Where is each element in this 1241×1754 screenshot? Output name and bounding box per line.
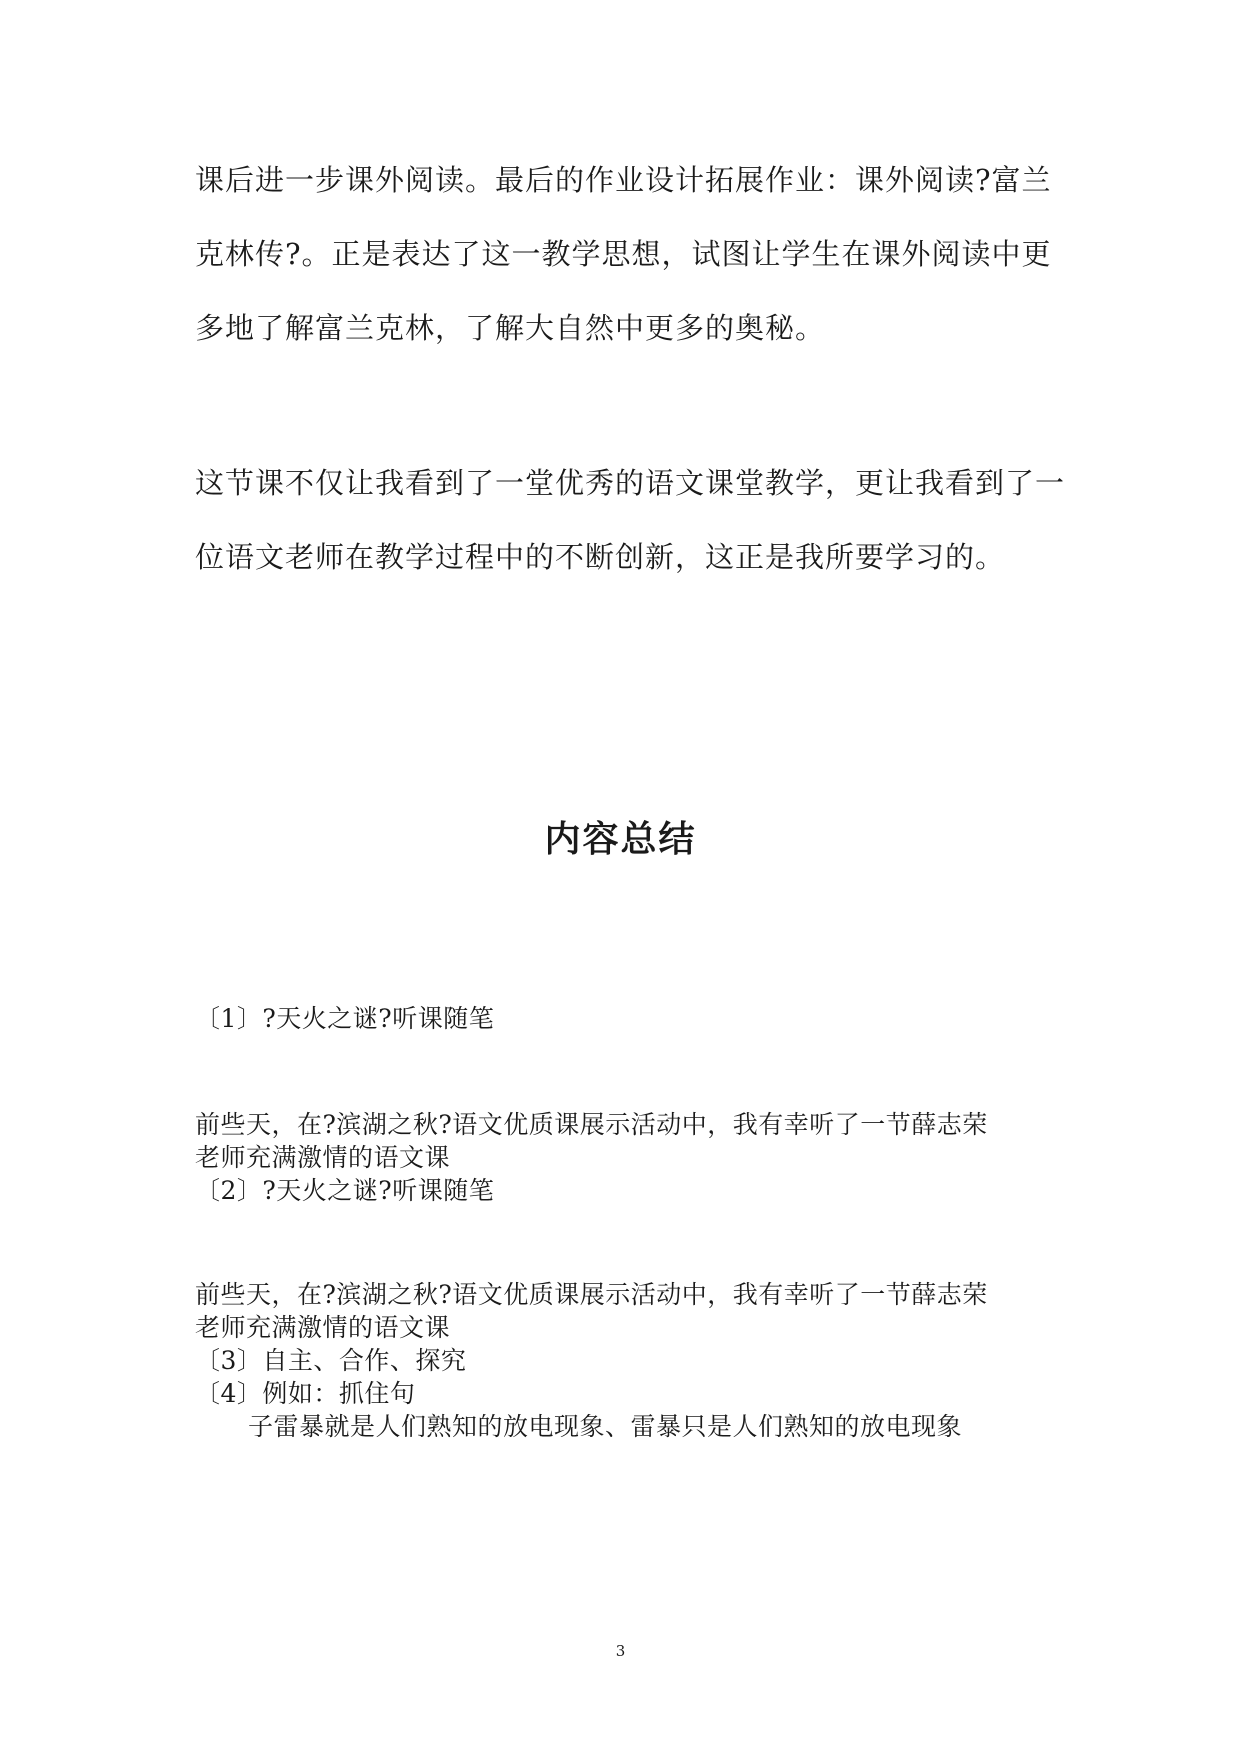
summary-item-text: 老师充满激情的语文课 bbox=[195, 1143, 451, 1172]
summary-item: 〔4〕例如：抓住句 bbox=[195, 1379, 416, 1408]
summary-item-detail: 子雷暴就是人们熟知的放电现象、雷暴只是人们熟知的放电现象 bbox=[248, 1412, 963, 1441]
paragraph-line: 多地了解富兰克林，了解大自然中更多的奥秘。 bbox=[195, 311, 826, 345]
summary-item-text: 前些天，在?滨湖之秋?语文优质课展示活动中，我有幸听了一节薛志荣 bbox=[195, 1110, 988, 1139]
summary-item: 〔3〕自主、合作、探究 bbox=[195, 1346, 467, 1375]
paragraph-line: 课后进一步课外阅读。最后的作业设计拓展作业：课外阅读?富兰 bbox=[195, 163, 1052, 197]
page-number: 3 bbox=[615, 1642, 626, 1660]
summary-item-text: 前些天，在?滨湖之秋?语文优质课展示活动中，我有幸听了一节薛志荣 bbox=[195, 1280, 988, 1309]
paragraph-line: 位语文老师在教学过程中的不断创新，这正是我所要学习的。 bbox=[195, 540, 1006, 574]
paragraph-line: 克林传?。正是表达了这一教学思想，试图让学生在课外阅读中更 bbox=[195, 237, 1052, 271]
summary-item-text: 老师充满激情的语文课 bbox=[195, 1313, 451, 1342]
summary-item-title: 〔1〕?天火之谜?听课随笔 bbox=[195, 1004, 495, 1033]
summary-item-title: 〔2〕?天火之谜?听课随笔 bbox=[195, 1176, 495, 1205]
paragraph-line: 这节课不仅让我看到了一堂优秀的语文课堂教学，更让我看到了一 bbox=[195, 466, 1066, 500]
summary-heading: 内容总结 bbox=[544, 819, 697, 860]
